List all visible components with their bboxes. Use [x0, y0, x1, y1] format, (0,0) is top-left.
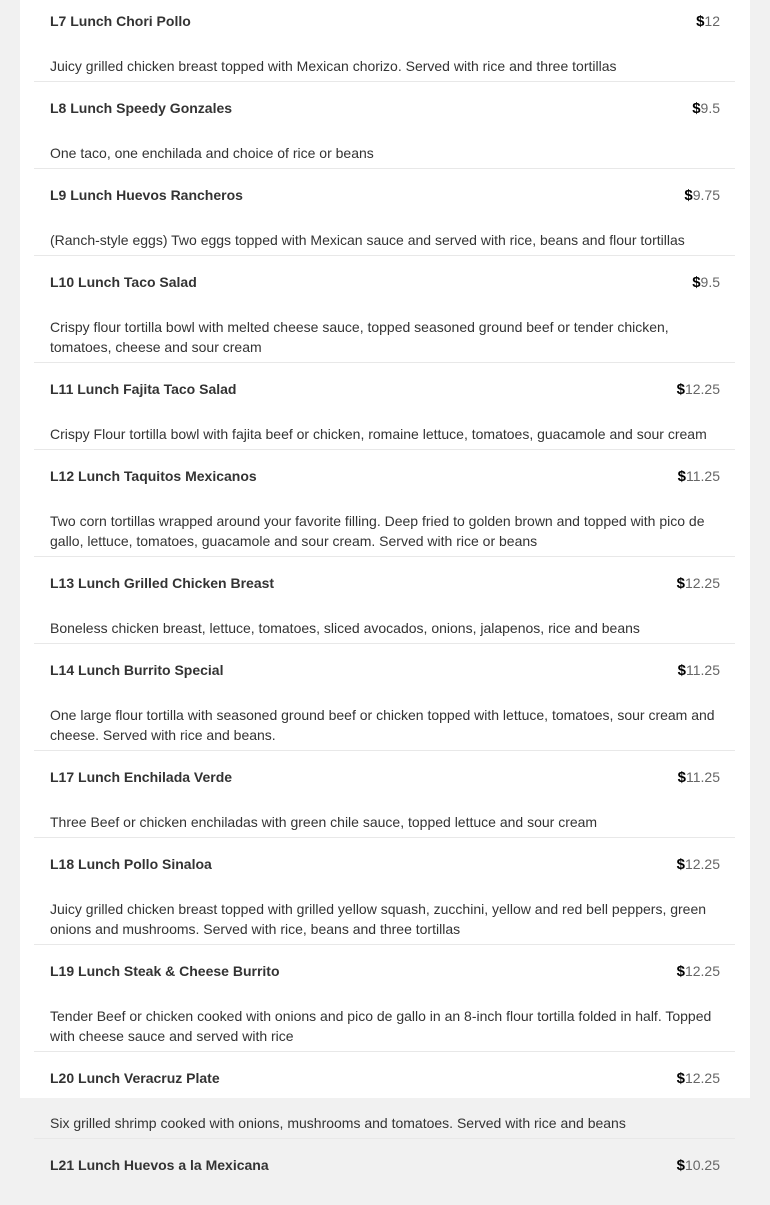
currency-symbol: $ [684, 187, 693, 204]
price-value: 10.25 [684, 1157, 720, 1173]
menu-item-description: Six grilled shrimp cooked with onions, mushrooms and tomatoes. Served with rice and beans [50, 1115, 626, 1131]
menu-item[interactable] [34, 1139, 735, 1205]
menu-item-name[interactable]: L7 Lunch Chori Pollo [50, 13, 191, 29]
currency-symbol: $ [676, 856, 685, 873]
menu-item-description: Tender Beef or chicken cooked with onions and pico de gallo in an 8-inch flour tortilla folded in half. Topped with cheese sauce and served with rice [50, 1008, 712, 1044]
menu-item-description: Two corn tortillas wrapped around your favorite filling. Deep fried to golden brown and topped with pico de gallo, lettuce, tomatoes, guacamole and sour cream. Served with rice or beans [50, 513, 705, 549]
menu-item-price [677, 573, 720, 594]
menu-item-description: Crispy flour tortilla bowl with melted cheese sauce, topped seasoned ground beef or tender chicken, tomatoes, cheese and sour cream [50, 319, 669, 355]
menu-item-price [677, 1068, 720, 1089]
currency-symbol: $ [692, 274, 701, 291]
menu-item-price [684, 185, 720, 206]
currency-symbol: $ [677, 468, 686, 485]
price-value: 11.25 [686, 769, 720, 785]
currency-symbol: $ [676, 575, 685, 592]
price-value: 12.25 [684, 381, 720, 397]
menu-item-name[interactable]: L18 Lunch Pollo Sinaloa [50, 856, 212, 872]
menu-item-name[interactable]: L14 Lunch Burrito Special [50, 662, 224, 678]
price-value: 11.25 [686, 468, 720, 484]
menu-item-price [692, 98, 720, 119]
menu-item-description [50, 1200, 720, 1205]
menu-item[interactable] [34, 1052, 735, 1139]
currency-symbol: $ [677, 662, 686, 679]
menu-item-header [50, 1068, 720, 1088]
price-value: 9.5 [700, 100, 720, 116]
menu-item-header [50, 185, 720, 205]
currency-symbol: $ [677, 769, 686, 786]
menu-item-header [50, 98, 720, 118]
menu-item-header [50, 11, 720, 31]
currency-symbol: $ [676, 1157, 685, 1174]
menu-item-name[interactable]: L11 Lunch Fajita Taco Salad [50, 381, 237, 397]
menu-item-price [677, 961, 720, 982]
menu-item[interactable] [34, 169, 735, 256]
price-value: 12.25 [684, 963, 720, 979]
menu-item-description: One large flour tortilla with seasoned ground beef or chicken topped with lettuce, tomatoes, sour cream and cheese. Served with rice and beans. [50, 707, 715, 743]
menu-item-description: Juicy grilled chicken breast topped with grilled yellow squash, zucchini, yellow and red bell peppers, green onions and mushrooms. Served with rice, beans and three tortillas [50, 901, 707, 937]
menu-item-description: Crispy Flour tortilla bowl with fajita beef or chicken, romaine lettuce, tomatoes, guacamole and sour cream [50, 426, 707, 442]
menu-item-name[interactable]: L17 Lunch Enchilada Verde [50, 769, 233, 785]
menu-item-description: Three Beef or chicken enchiladas with green chile sauce, topped lettuce and sour cream [50, 814, 598, 830]
currency-symbol: $ [676, 381, 685, 398]
menu-item-price [677, 1155, 720, 1176]
menu-item-description: One taco, one enchilada and choice of rice or beans [50, 145, 374, 161]
menu-item-description: (Ranch-style eggs) Two eggs topped with Mexican sauce and served with rice, beans and flour tortillas [50, 232, 685, 248]
menu-item[interactable] [34, 557, 735, 644]
menu-item-name[interactable]: L20 Lunch Veracruz Plate [50, 1070, 220, 1086]
menu-item[interactable] [34, 945, 735, 1052]
menu-item-name[interactable]: L8 Lunch Speedy Gonzales [50, 100, 233, 116]
menu-item-name[interactable]: L13 Lunch Grilled Chicken Breast [50, 575, 275, 591]
currency-symbol: $ [676, 963, 685, 980]
price-value: 12.25 [684, 856, 720, 872]
menu-item-description: Boneless chicken breast, lettuce, tomatoes, sliced avocados, onions, jalapenos, rice and beans [50, 620, 640, 636]
price-value: 9.75 [692, 187, 720, 203]
menu-item-header [50, 466, 720, 486]
menu-item-price [696, 11, 720, 32]
menu-item-header [50, 1155, 720, 1175]
menu-item-header [50, 767, 720, 787]
price-value: 12.25 [684, 575, 720, 591]
menu-item-price [678, 466, 720, 487]
menu-item-name[interactable]: L12 Lunch Taquitos Mexicanos [50, 468, 257, 484]
menu-item-header [50, 660, 720, 680]
currency-symbol: $ [676, 1070, 685, 1087]
menu-item-header [50, 854, 720, 874]
menu-item[interactable] [34, 82, 735, 169]
price-value: 12.25 [684, 1070, 720, 1086]
menu-item-price [677, 854, 720, 875]
menu-item[interactable] [34, 838, 735, 945]
price-value: 12 [704, 13, 720, 29]
menu-item-header [50, 379, 720, 399]
menu-item[interactable] [34, 644, 735, 751]
menu-item-price [678, 660, 720, 681]
menu-item-description: Juicy grilled chicken breast topped with Mexican chorizo. Served with rice and three tortillas [50, 58, 617, 74]
menu-item[interactable] [34, 450, 735, 557]
menu-item-header [50, 961, 720, 981]
currency-symbol: $ [692, 100, 701, 117]
price-value: 9.5 [700, 274, 720, 290]
menu-item-name[interactable]: L9 Lunch Huevos Rancheros [50, 187, 243, 203]
menu-item[interactable] [34, 0, 735, 82]
menu-item-price [678, 767, 720, 788]
menu-item[interactable] [34, 363, 735, 450]
menu-item-name[interactable]: L10 Lunch Taco Salad [50, 274, 197, 290]
menu-item[interactable] [34, 751, 735, 838]
menu-item-list [34, 0, 735, 1205]
menu-item-name[interactable]: L21 Lunch Huevos a la Mexicana [50, 1157, 269, 1173]
menu-item[interactable] [34, 256, 735, 363]
menu-item-header [50, 573, 720, 593]
menu-item-price [677, 379, 720, 400]
price-value: 11.25 [686, 662, 720, 678]
menu-panel [20, 0, 750, 1174]
currency-symbol: $ [696, 13, 705, 30]
menu-item-header [50, 272, 720, 292]
menu-item-name[interactable]: L19 Lunch Steak & Cheese Burrito [50, 963, 280, 979]
menu-item-price [692, 272, 720, 293]
